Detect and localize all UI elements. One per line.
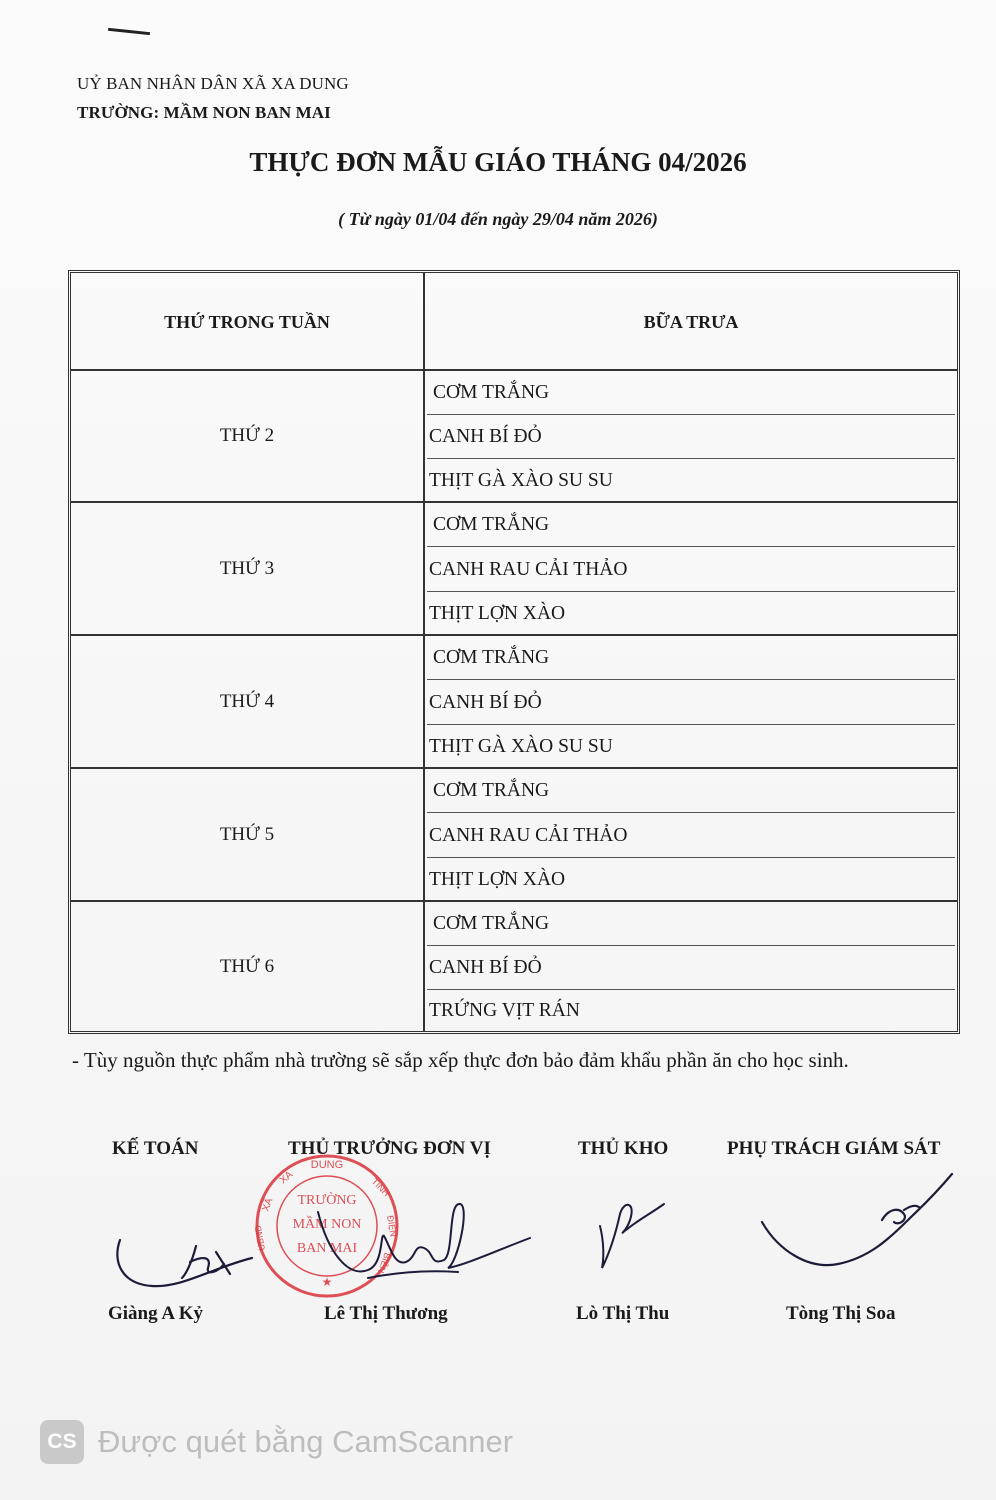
- signature-storekeeper: [590, 1192, 670, 1272]
- day-label: THỨ 5: [219, 823, 275, 845]
- signature-accountant: [112, 1222, 272, 1302]
- signer-name-storekeeper: Lò Thị Thu: [576, 1303, 670, 1324]
- dish: CƠM TRẮNG: [427, 636, 955, 680]
- document-title: THỰC ĐƠN MẪU GIÁO THÁNG 04/2026: [249, 147, 747, 177]
- camscanner-logo-icon: CS: [40, 1420, 84, 1464]
- date-range: ( Từ ngày 01/04 đến ngày 29/04 năm 2026): [338, 209, 658, 229]
- table-row: [71, 503, 957, 636]
- day-label: THỨ 6: [219, 955, 275, 977]
- signature-title-storekeeper: THỦ KHO: [578, 1138, 669, 1159]
- signature-title-supervisor: PHỤ TRÁCH GIÁM SÁT: [727, 1138, 941, 1159]
- svg-text:★: ★: [321, 1275, 333, 1289]
- dish: CƠM TRẮNG: [427, 902, 955, 946]
- day-label: THỨ 2: [219, 425, 275, 446]
- dish: CƠM TRẮNG: [427, 769, 955, 813]
- school-name: TRƯỜNG: MẦM NON BAN MAI: [77, 103, 331, 122]
- table-row: [71, 769, 957, 902]
- dish: THỊT GÀ XÀO SU SU: [429, 736, 613, 757]
- dish: CƠM TRẮNG: [427, 371, 955, 415]
- dish: CANH RAU CẢI THẢO: [427, 547, 955, 592]
- header-weekday: THỨ TRONG TUẦN: [164, 312, 330, 332]
- signer-name-supervisor: Tòng Thị Soa: [786, 1303, 896, 1324]
- signature-head: [298, 1192, 538, 1292]
- authority-name: UỶ BAN NHÂN DÂN XÃ XA DUNG: [77, 74, 349, 93]
- scanner-watermark: [40, 1420, 513, 1464]
- dish: TRỨNG VỊT RÁN: [429, 1000, 580, 1021]
- svg-text:XÃ: XÃ: [260, 1196, 276, 1214]
- table-row: [71, 902, 957, 1031]
- svg-text:TỈNH: TỈNH: [369, 1176, 392, 1199]
- dish: CANH BÍ ĐỎ: [427, 680, 955, 725]
- svg-text:UBND: UBND: [253, 1224, 267, 1252]
- table-row: [71, 636, 957, 769]
- table-row: [71, 371, 957, 503]
- day-label: THỨ 3: [219, 557, 275, 579]
- dish: THỊT LỢN XÀO: [429, 603, 566, 624]
- signer-name-head: Lê Thị Thương: [324, 1303, 448, 1324]
- footnote: - Tùy nguồn thực phẩm nhà trường sẽ sắp xếp thực đơn bảo đảm khẩu phần ăn cho học sinh.: [72, 1048, 849, 1072]
- svg-text:BAN MAI: BAN MAI: [296, 1241, 358, 1256]
- header-lunch: BỮA TRƯA: [643, 312, 739, 332]
- signer-name-accountant: Giàng A Kỷ: [108, 1303, 204, 1324]
- svg-text:XA: XA: [277, 1169, 296, 1187]
- menu-table: [68, 270, 960, 1034]
- day-label: THỨ 4: [219, 690, 275, 712]
- svg-text:DUNG: DUNG: [310, 1159, 344, 1171]
- dish: CANH BÍ ĐỎ: [427, 415, 955, 459]
- pen-mark: [108, 28, 150, 35]
- signature-title-accountant: KẾ TOÁN: [112, 1138, 199, 1159]
- signature-title-head: THỦ TRƯỞNG ĐƠN VỊ: [288, 1138, 491, 1159]
- dish: THỊT LỢN XÀO: [429, 869, 566, 890]
- svg-text:ĐIỆN: ĐIỆN: [385, 1214, 399, 1238]
- dish: CƠM TRẮNG: [427, 503, 955, 547]
- dish: THỊT GÀ XÀO SU SU: [429, 470, 613, 491]
- dish: CANH RAU CẢI THẢO: [427, 813, 955, 858]
- watermark-text: Được quét bằng CamScanner: [98, 1424, 514, 1459]
- svg-text:MẦM NON: MẦM NON: [292, 1217, 362, 1232]
- svg-text:BIÊN: BIÊN: [375, 1251, 393, 1275]
- table-header: [71, 273, 957, 371]
- dish: CANH BÍ ĐỎ: [427, 946, 955, 990]
- svg-text:TRƯỜNG: TRƯỜNG: [297, 1193, 357, 1208]
- signature-supervisor: [758, 1170, 958, 1280]
